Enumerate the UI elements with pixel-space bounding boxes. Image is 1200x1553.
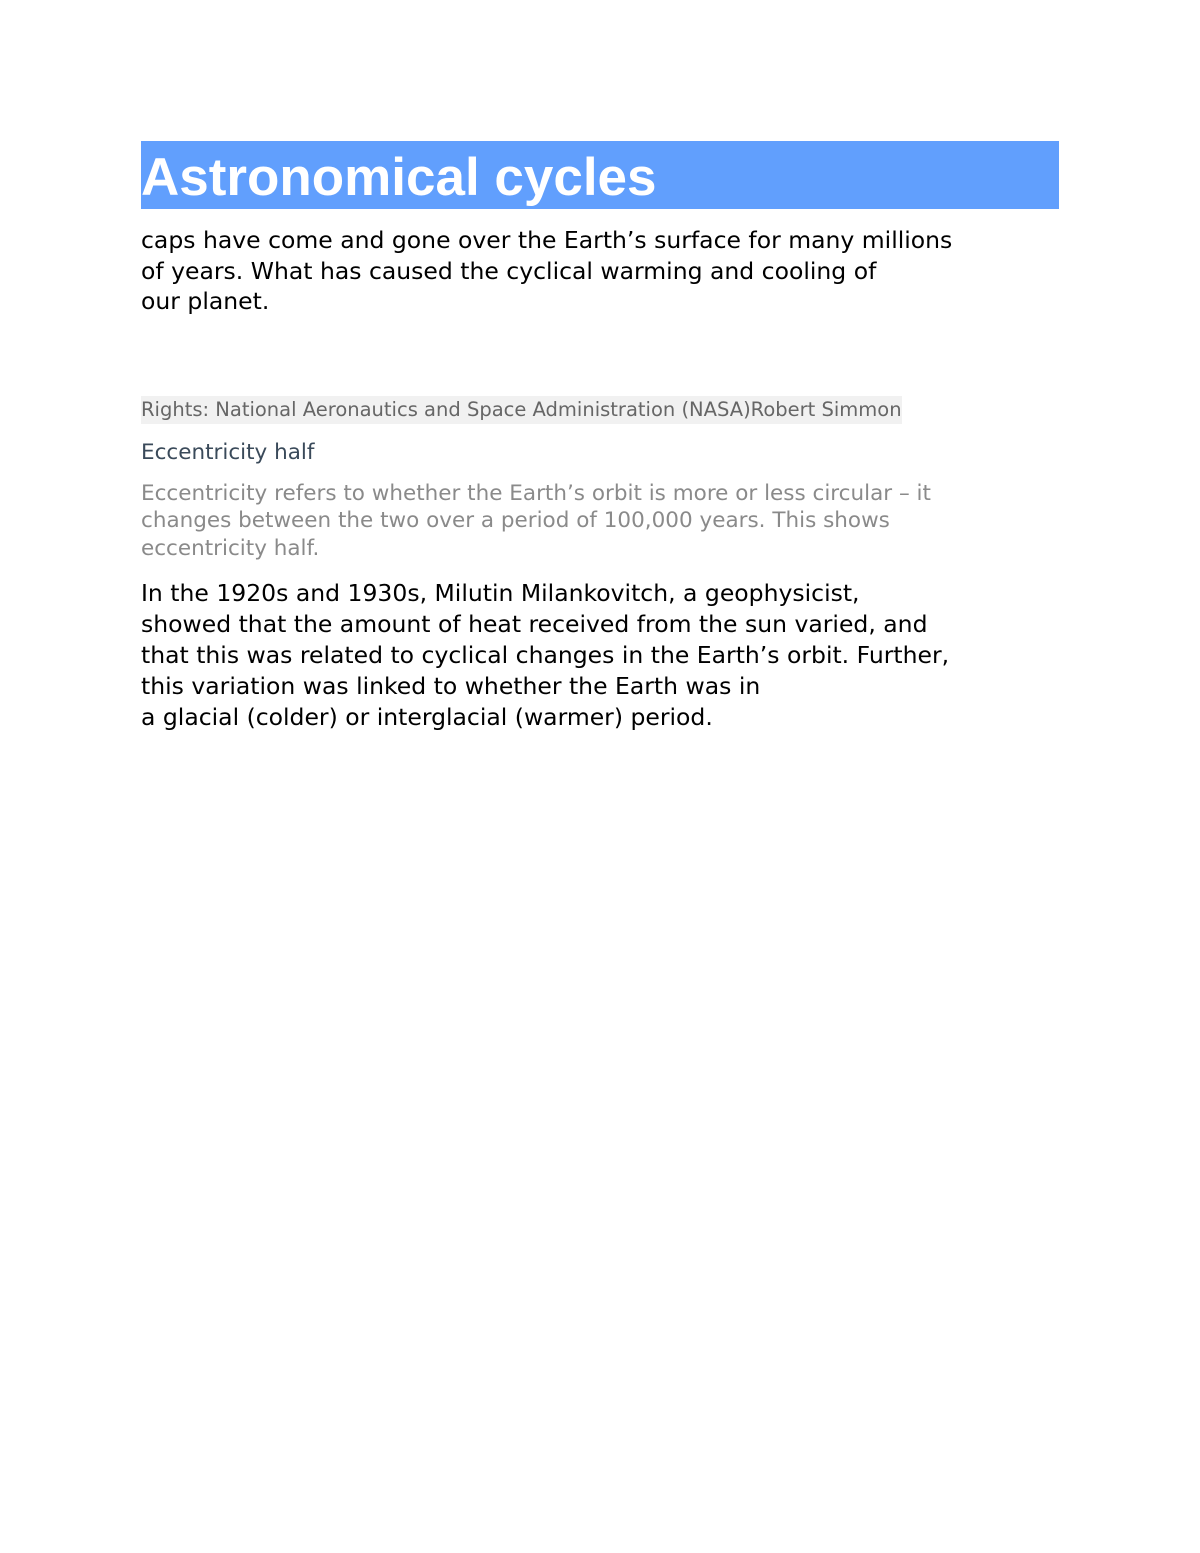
body-line: this variation was linked to whether the Earth was in: [141, 672, 761, 700]
page-title: Astronomical cycles: [141, 148, 657, 207]
image-subheading: Eccentricity half: [141, 439, 315, 465]
body-paragraph: [141, 578, 1059, 733]
body-line: showed that the amount of heat received from the sun varied, and: [141, 610, 928, 638]
body-line: that this was related to cyclical changes in the Earth’s orbit. Further,: [141, 641, 950, 669]
intro-line: of years. What has caused the cyclical warming and cooling of: [141, 256, 877, 285]
caption-line: eccentricity half.: [141, 535, 320, 561]
image-credit-block: [141, 396, 1059, 424]
caption-line: Eccentricity refers to whether the Earth’s orbit is more or less circular – it: [141, 480, 931, 506]
intro-line: caps have come and gone over the Earth’s surface for many millions: [141, 226, 953, 254]
image-caption: [141, 480, 1059, 563]
image-rights-credit: Rights: National Aeronautics and Space Administration (NASA)Robert Simmon: [141, 396, 902, 424]
caption-line: changes between the two over a period of 100,000 years. This shows: [141, 508, 890, 533]
body-line: a glacial (colder) or interglacial (warmer) period.: [141, 703, 713, 731]
body-line: In the 1920s and 1930s, Milutin Milankovitch, a geophysicist,: [141, 579, 860, 607]
document-content: [141, 141, 1059, 733]
intro-line: our planet.: [141, 287, 270, 315]
intro-paragraph: [141, 225, 1059, 317]
title-band: [141, 141, 1059, 209]
